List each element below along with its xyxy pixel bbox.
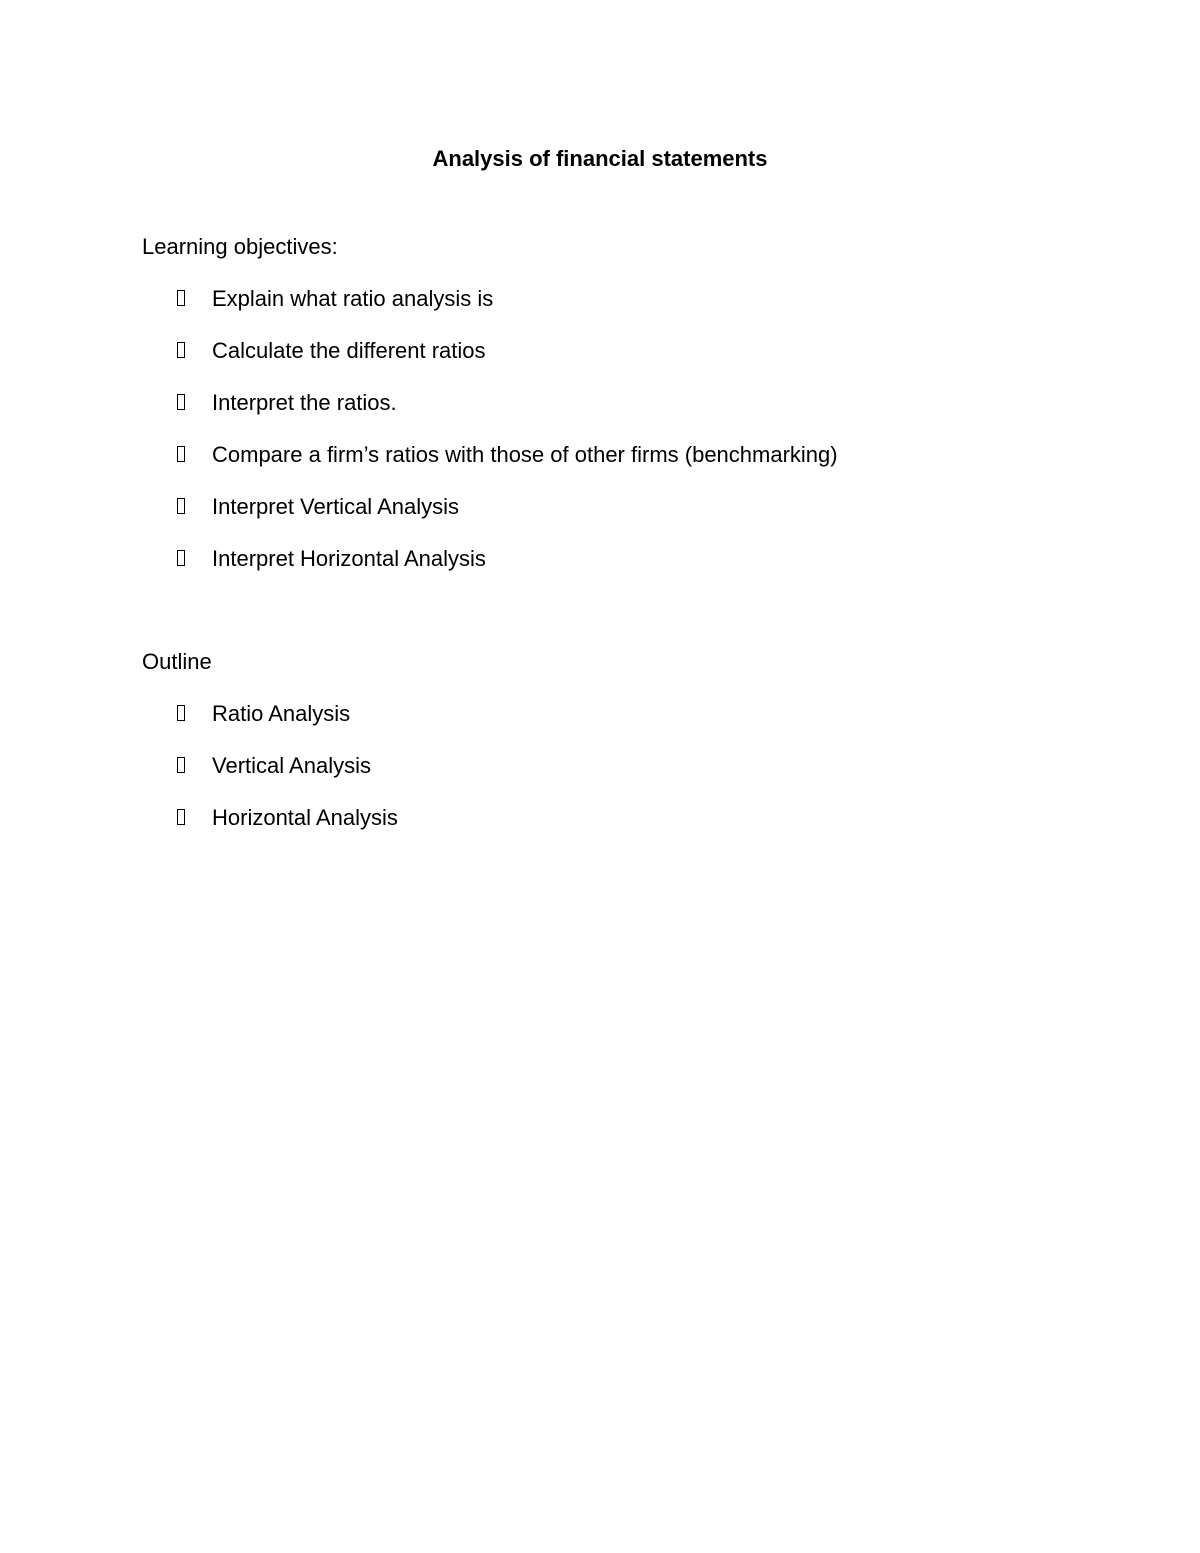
- bullet-icon: [177, 446, 185, 462]
- outline-heading: Outline: [142, 649, 212, 674]
- list-item-text: Interpret Vertical Analysis: [212, 494, 460, 519]
- bullet-icon: [177, 290, 185, 306]
- bullet-icon: [177, 394, 185, 410]
- list-item-text: Explain what ratio analysis is: [212, 286, 494, 311]
- learning-objectives-heading: Learning objectives:: [142, 234, 338, 259]
- list-item-text: Interpret Horizontal Analysis: [212, 546, 486, 571]
- list-item-text: Horizontal Analysis: [212, 805, 398, 830]
- bullet-icon: [177, 757, 185, 773]
- document-title: Analysis of financial statements: [432, 146, 768, 171]
- bullet-icon: [177, 705, 185, 721]
- list-item-text: Interpret the ratios.: [212, 390, 397, 415]
- bullet-icon: [177, 342, 185, 358]
- list-item-text: Compare a firm’s ratios with those of other firms (benchmarking): [212, 442, 838, 467]
- list-item-text: Vertical Analysis: [212, 753, 371, 778]
- bullet-icon: [177, 498, 185, 514]
- list-item-text: Ratio Analysis: [212, 701, 351, 726]
- bullet-icon: [177, 550, 185, 566]
- bullet-icon: [177, 809, 185, 825]
- list-item-text: Calculate the different ratios: [212, 338, 486, 363]
